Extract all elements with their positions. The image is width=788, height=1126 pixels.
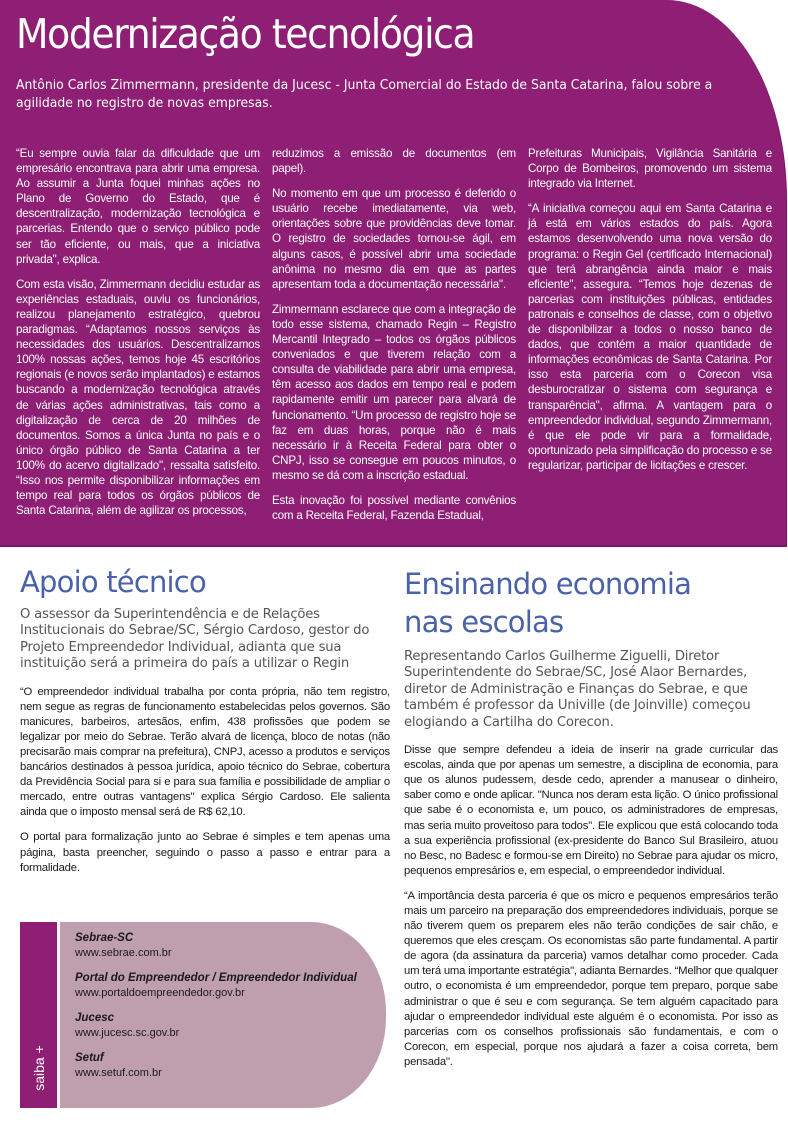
saiba-mais-label: saiba +: [30, 1045, 47, 1091]
ensinando-lead: Representando Carlos Guilherme Ziguelli, Diretor Superintendente do Sebrae/SC, José Alaor Bernardes, diretor de Administração e Finanças do Sebrae, e que também é professor da Univille (de Joinville) começou elogiando a Cartilha do Corecon.: [404, 649, 751, 730]
paragraph: Disse que sempre defendeu a ideia de inserir na grade curricular das escolas, ainda que por apenas um semestre, a disciplina de economia, para que os alunos pudessem, desde cedo, aprender a manusear o dinheiro, saber como e onde aplicar. "Nunca nos deram esta lição. O único profissional que sabe é o economista e, um pouco, os administradores de empresas, mas seria muito proveitoso para todos". Ele explicou que está colocando toda a sua experiência profissional (ex-presidente do Banco Sul Brasileiro, atuou no Besc, no Badesc e formou-se em Direito) no Sebrae para ajudar os micro, pequenos empresários e, em especial, o empreendedor individual.: [404, 744, 778, 877]
link-item: [75, 971, 386, 1000]
paragraph: Com esta visão, Zimmermann decidiu estudar as experiências estaduais, ouviu os funcionários, realizou planejamento estratégico, quebrou paradigmas. “Adaptamos nossos serviços às necessidades dos usuários. Descentralizamos 100% nossas ações, temos hoje 45 escritórios regionais (e novos serão implantados) e estamos buscando a modernização tecnológica através de várias ações administrativas, tais como a digitalização de cerca de 20 milhões de documentos. Somos a única Junta no país e o único órgão público de Santa Catarina a ter 100% do acervo digitalizado", ressalta satisfeito. “Isso nos permite disponibilizar informações em tempo real para todos os órgãos públicos de Santa Catarina, além de agilizar os processos,: [16, 277, 260, 518]
paragraph: Esta inovação foi possível mediante convênios com a Receita Federal, Fazenda Estadual,: [272, 493, 516, 523]
link-item: [75, 1051, 386, 1080]
paragraph: Zimmermann esclarece que com a integração de todo esse sistema, chamado Regin – Registro Mercantil Integrado – todos os órgãos públicos conveniados e que tiverem relação com a consulta de viabilidade para abrir uma empresa, têm acesso aos dados em tempo real e podem rapidamente emitir um parecer para alvará de funcionamento. “Um processo de registro hoje se faz em duas horas, porque não é mais necessário ir à Receita Federal para obter o CNPJ, isso se consegue em poucos minutos, o mesmo se dá com a inscrição estadual.: [272, 302, 516, 482]
paragraph: Prefeituras Municipais, Vigilância Sanitária e Corpo de Bombeiros, promovendo um sistema integrado via Internet.: [528, 147, 772, 191]
article-columns: [16, 146, 772, 533]
paragraph: “Eu sempre ouvia falar da dificuldade que um empresário encontrava para abrir uma empresa. Ao assumir a Junta foquei minhas ações no Plano de Governo do Estado, que é descentralização, modernização tecnológica e parcerias. Entendo que o serviço público pode ser tão eficiente, ou mais, que a iniciativa privada", explica.: [16, 147, 260, 266]
article-subtitle: Antônio Carlos Zimmermann, presidente da Jucesc - Junta Comercial do Estado de Santa Catarina, falou sobre a agilidade no registro de novas empresas.: [16, 77, 713, 111]
link-url[interactable]: www.portaldoempreendedor.gov.br: [75, 987, 245, 999]
paragraph: reduzimos a emissão de documentos (em papel).: [272, 147, 516, 176]
link-name: Sebrae-SC: [75, 932, 134, 944]
article-column-3: [528, 146, 772, 533]
paragraph: O portal para formalização junto ao Sebrae é simples e tem apenas uma página, basta preencher, seguindo o passo a passo e entrar para a formalidade.: [20, 831, 390, 874]
article-column-2: [272, 146, 516, 533]
ensinando-title-line1: Ensinando economia: [404, 567, 692, 601]
article-column-1: [16, 146, 260, 533]
saiba-mais-box: [20, 922, 386, 1108]
saiba-mais-tab: [20, 922, 57, 1108]
link-url[interactable]: www.sebrae.com.br: [75, 947, 172, 959]
apoio-lead: O assessor da Superintendência e de Relações Institucionais do Sebrae/SC, Sérgio Cardoso, gestor do Projeto Empreendedor Individual, adianta que sua instituição será a primeira do país a utilizar o Regin: [20, 607, 370, 672]
article-title: Modernização tecnológica: [16, 10, 475, 58]
apoio-section: [20, 563, 390, 886]
ensinando-title: [404, 565, 778, 641]
link-item: [75, 931, 386, 960]
apoio-title: Apoio técnico: [20, 565, 206, 599]
paragraph: “A iniciativa começou aqui em Santa Catarina e já está em vários estados do país. Agora estamos desenvolvendo uma nova versão do programa: o Regin Gel (certificado Internacional) que terá abrangência ainda maior e mais eficiente", assegura. “Temos hoje dezenas de parcerias com instituições públicas, entidades patronais e conselhos de classe, com o objetivo de disponibilizar a todos o nosso banco de dados, que contém a maior quantidade de informações econômicas de Santa Catarina. Por isso esta parceria com o Corecon visa desburocratizar o sistema com segurança e transparência", afirma. A vantagem para o empreendedor individual, segundo Zimmermann, é que ele pode vir para a formalidade, oportunizado pela simplificação do processo e se regularizar, participar de licitações e crescer.: [528, 202, 772, 472]
link-url[interactable]: www.jucesc.sc.gov.br: [75, 1027, 180, 1039]
ensinando-body: [404, 743, 778, 1070]
link-name: Setuf: [75, 1052, 104, 1064]
link-item: [75, 1011, 386, 1040]
saiba-mais-links: [60, 922, 386, 1108]
apoio-body: [20, 685, 390, 876]
paragraph: No momento em que um processo é deferido o usuário recebe imediatamente, via web, orientações sobre que providências deve tomar. O registro de sociedades tornou-se ágil, em alguns casos, é possível abrir uma sociedade anônima no mesmo dia em que as partes apresentam toda a documentação necessária".: [272, 187, 516, 291]
link-name: Jucesc: [75, 1012, 115, 1024]
paragraph: “O empreendedor individual trabalha por conta própria, não tem registro, nem segue as regras de funcionamento estabelecidas pelos governos. São manicures, barbeiros, artesãos, enfim, 438 profissões que podem se legalizar por meio do Sebrae. Terão alvará de licença, bloco de notas (não precisarão mais comprar na prefeitura), CNPJ, acesso a produtos e serviços bancários destinados à pessoa jurídica, apoio técnico do Sebrae, cobertura da Previdência Social para si e para sua família e possibilidade de ampliar o mercado, entre outras vantagens" explica Sérgio Cardoso. Ele salienta ainda que o imposto mensal será de R$ 62,10.: [20, 685, 390, 819]
paragraph: “A importância desta parceria é que os micro e pequenos empresários terão mais um parceiro na preparação dos empreendedores individuais, porque se não tiverem quem os preparem eles não terão condições de sair chão, e queremos que eles cresçam. Os economistas são parte fundamental. A partir de agora (da assinatura da parceria) vamos detalhar como proceder. Cada um terá uma importante estratégia", adianta Bernardes. “Melhor que qualquer outro, o economista é um empreendedor, porque tem preparo, porque sabe administrar o que é seu e com segurança. Se tem alguém capacitado para ajudar o empreendedor individual este alguém é o economista. Por isso as parcerias com os conselhos profissionais são fundamentais, e com o Corecon, em especial, porque nos ajudará a fazer a coisa correta, bem pensada".: [404, 889, 778, 1068]
link-name: Portal do Empreendedor / Empreendedor Individual: [75, 972, 357, 984]
ensinando-section: [404, 565, 778, 1080]
link-url[interactable]: www.setuf.com.br: [75, 1067, 162, 1079]
feature-panel: [0, 0, 787, 547]
ensinando-title-line2: nas escolas: [404, 605, 564, 639]
